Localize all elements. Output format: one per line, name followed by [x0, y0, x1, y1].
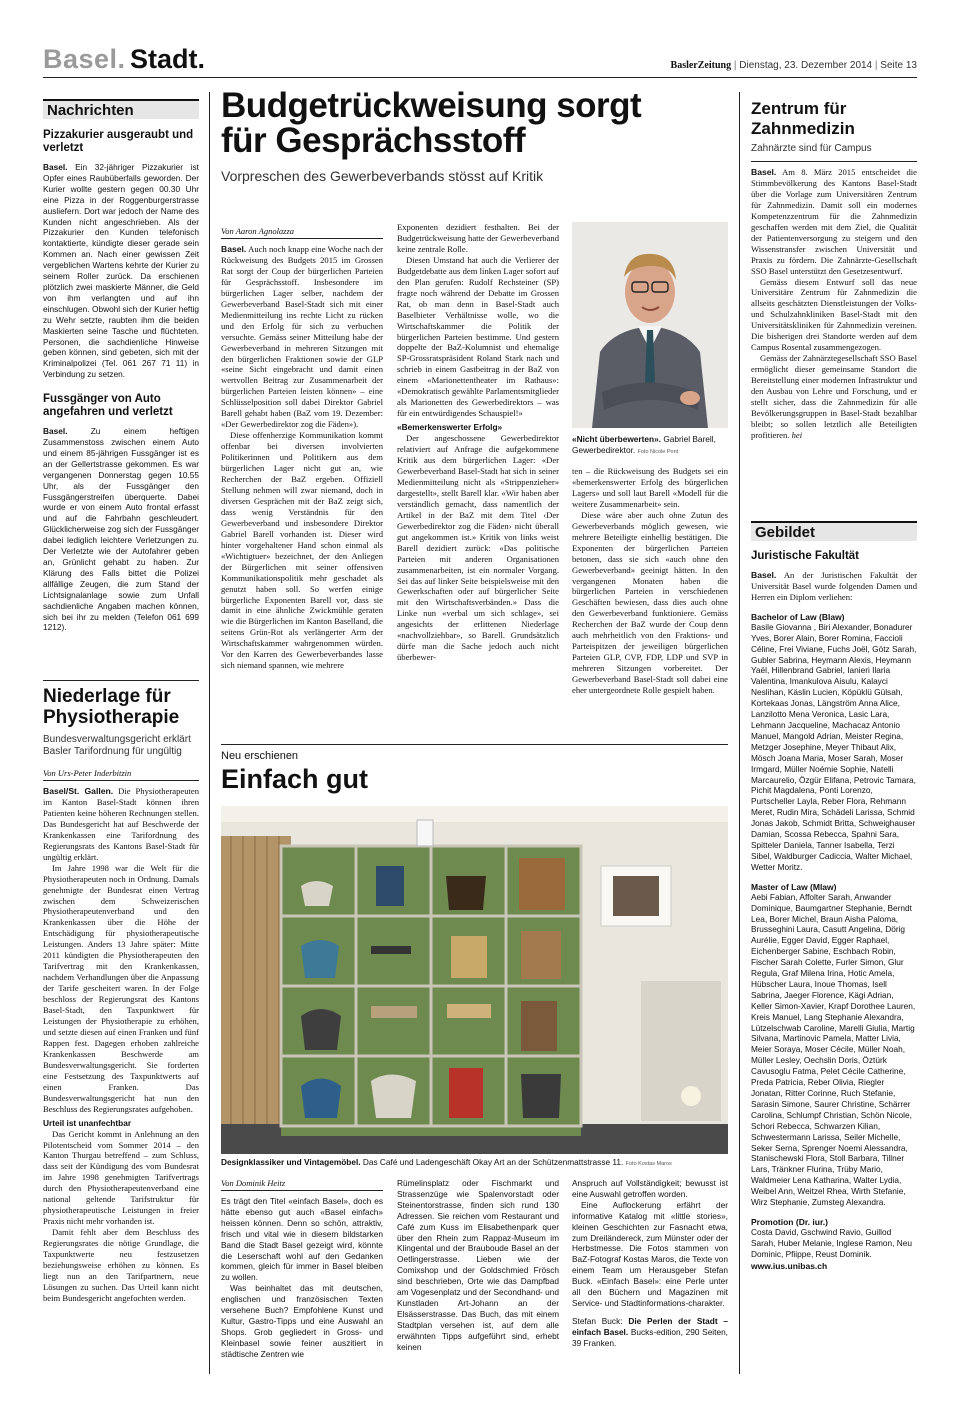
master-title: Master of Law (Mlaw): [751, 881, 837, 892]
section-prefix: Basel.: [43, 44, 126, 74]
physio-subhead: Urteil ist unanfechtbar: [43, 1117, 132, 1128]
lead-subhead: «Bemerkenswerter Erfolg»: [397, 422, 503, 433]
feature-col-2: Rümelinsplatz oder Fischmarkt und Strassenzüge wie Spalenvorstadt oder Steinentorstrasse, finden sich rund 130 Adressen. Sie reichen vom Restaurant und Café zum Kuss im Elisabethenpark quer über den Rhein zum Rappaz-Museum im Klingental und der Brauboude Basel an der Oetlingerstrasse. Lieben wie der Comixshop und der Goldschmied Frösch sind beschrieben, Orte wie das Dampfbad am Vogesenplatz und der Secondhand- und Kunstladen Art-Johann an der Elsässerstrasse. Das Buch, das mit einem Stadtplan versehen ist, auf dem alle erwähnten Tipps aufgeführt sind, erhebt keinen: [397, 1178, 559, 1352]
physio-article: [43, 686, 199, 1304]
feature-col-1: Von Dominik Heitz Es trägt den Titel «einfach Basel», doch es hätte ebenso gut auch «Basel einfach» heissen können. Denn so schön, attraktiv, frisch und vital wie in diesem bildstarken Band die Stadt Basel gezeigt wird, könnte die Leserschaft wohl auf den Gedanken kommen, gleich für immer in Basel bleiben zu wollen. Was beinhaltet das mit deutschen, englischen und französischen Texten versehene Buch? Empfohlene Kunst und Kultur, Gastro-Tipps und eine Auswahl an Shops. Grob gegliedert in Gross- und Kleinbasel sowie feiner auszitiert in städtische Zentren wie: [221, 1178, 383, 1359]
news-item-1-lead: Basel.: [43, 162, 68, 172]
gebildet-box: Gebildet Juristische Fakultät Basel. An der Juristischen Fakultät der Universität Basel wurde folgenden Damen und Herren ein Diplom verliehen: Bachelor of Law (Blaw) Basile Giovanna , Biri Alexander, Bonadurer Yves, Borer Alain, Borer Romina, Faccioli Céline, Frei Viviane, Fuchs Joël, Götz Sarah, Gubler Sabrina, Heymann Alexis, Heymann Yaël, Hillenbrand Gabriel, Ianieri Ilaria Valentina, Imankulova Aisulu, Kalayci Neslihan, Käslin Lucien, Köpüklü Gülsah, Kortekaas Jonas, Längström Anna Alice, Lanzilotto Mena Veronica, Lasic Lara, Lehmann Jacqueline, Machacaz Antonio Manuel, Mangold Adrian, Meister Regina, Metzger Josephine, Meyer Thibaut Alix, Mösch Joana Maria, Moser Sarah, Moser Irmgard, Müller Noémie Sophie, Natelli Marcaurelio, Özgür Elifana, Petrovic Tamara, Pichit Magdalena, Ponti Lorenzo, Purtscheller Layla, Reber Flora, Rehmann Meret, Rudin Mira, Schädeli Larissa, Schmid Jonas Jakob, Schmidt Britta, Schweighauser Damian, Scossa Rebecca, Spahni Sara, Spitteler Daniela, Tanner Isabella, Terzi Sibel, Waldburger Cadiccia, Walter Michael, Wetter Moritz. Master of Law (Mlaw) Aebi Fabian, Affolter Sarah, Anwander Dominique, Baumgartner Stephanie, Berndt Lea, Borer Michel, Braun Aisha Paloma, Brusseghini Laura, Casutt Angelina, Dörig Aurélie, Egger David, Egger Raphael, Eichenberger Sabine, Eschbach Robin, Fischer Sarah Colette, Furler Simon, Glur Regula, Graf Milena Irina, Hotic Amela, Hübscher Laura, Inoue Thomas, Isell Sabrina, Jaeger Florence, Kägi Adrian, Keller Simon-Xavier, Krapf Dorothee Lauren, Kreis Manuel, Lang Stephanie Alexandra, Lützelschwab Caroline, Marelli Giulia, Martig Silvana, Martinovic Pamela, Matter Livia, Meier Soraya, Moser Cécile, Müller Noah, Müller Lesley, Oechslin Doris, Öztürk Cavusoglu Fatma, Pelet Cécile Catherine, Preda Patricia, Reber Olivia, Riegler Jonatan, Ritter Corinne, Ruch Stefanie, Sarasin Simone, Saurer Christine, Schärrer Carolina, Schlumpf Christian, Schön Nicole, Schori Rebecca, Schwarzen Kilian, Schwestermann Larissa, Seiler Michelle, Seker Serna, Sprenger Noemi Alessandra, Stanischewski Flora, Stoll Barbara, Tillner Lars, Tränkner Flurina, Trüby Mario, Waldmeier Lena Katharina, Walter Lydia, Weibel Ann, Weitzel Rhea, Wirth Stefanie, Wirz Stephanie, Zumsteg Alexandra. Promotion (Dr. iur.) Costa David, Gschwind Ravio, Guillod Sarah, Huber Melanie, Inglese Ramon, Neu Dominic, Pfiippe, Reust Dominik. www.ius.unibas.ch: [751, 521, 917, 1271]
promo-title: Promotion (Dr. iur.): [751, 1216, 828, 1227]
physio-lead: Basel/St. Gallen.: [43, 786, 114, 796]
zahn-title: Zentrum für Zahnmedizin: [751, 99, 855, 138]
physio-body: Basel/St. Gallen. Die Physiotherapeuten im Kanton Basel-Stadt können ihren Patienten keine höheren Rechnungen stellen. Das Bundesgericht hat auf Beschwerde der Krankenkassen eine Tarifordnung des Regierungsrats des Kantons Basel-Stadt für ungültig erklärt. Im Jahre 1998 war die Welt für die Physiotherapeuten noch in Ordnung. Damals genehmigte der Bundesrat einen Vertrag zwischen dem Schweizerischen Physiotherapeutenverband und den Krankenkassen über die Höhe der Entschädigung für physiotherapeutische Leistungen. Anders 13 Jahre später: Mitte 2011 kündigten die Physiotherapeuten den Tarifvertrag mit den Krankenkassen, nachdem Verhandlungen über die Anpassung der Tarife gescheitert waren. In der Folge beschloss der Regierungsrat des Kantons Basel-Stadt, den Taxpunktwert für Leistungen der Physiotherapie zu erhöhen, und setzte diesen auf einen Franken und fünf Rappen fest. Dagegen erhoben zahlreiche Krankenkassen Beschwerde am Bundesverwaltungsgericht. Sie forderten eine Festsetzung des Taxpunktwerts auf einen Franken. Das Bundesverwaltungsgericht hat nun den Beschluss des Regierungsrates aufgehoben. Urteil ist unanfechtbar Das Gericht kommt in Anlehnung an den Pilotentscheid vom Sommer 2014 – den Kanton Thurgau betreffend – zum Schluss, dass seit der Kündigung des vom Bundesrat im Jahre 1998 genehmigten Tarifvertrags durch den Physiotherapeutenverband eine national geltende Tarifstruktur für physiotherapeutische Leistungen in freier Praxis nicht mehr vorhanden ist. Damit fehlt aber dem Beschluss des Regierungsrates die nötige Grundlage, die Taxpunktwerte neu festzusetzen beziehungsweise erhöhen zu können. Es liegt nun an den Tarifpartnern, neue Lösungen zu suchen. Das Urteil kann nicht beim Bundesgericht angefochten werden.: [43, 786, 199, 1303]
news-item-2-text: Zu einem heftigen Zusammenstoss zwischen einem Auto und einem 85-jährigen Fussgänger ist es an der Gellertstrasse gekommen. Es war vergangenen Donnerstag gegen 10.55 Uhr, als der Fussgänger den Fussgängerstreifen überquerte. Dabei wurde er von einem Auto frontal erfasst und auf die Fahrbahn geschleudert. Glücklicherweise zog sich der Fussgänger dabei lediglich leichtere Verletzungen zu. Der Verletzte wie der Autofahrer geben an, Grünlicht gehabt zu haben. Zur Klärung des Falls bittet die Polizei allfällige Zeugen, die zum Stand der Lichtsignalanlage sowie zum Unfall sachdienliche Angaben machen können, sich bei ihr zu melden (Telefon 061 699 1212).: [43, 426, 199, 633]
issue-date: Dienstag, 23. Dezember 2014: [739, 60, 873, 71]
portrait-photo: [572, 222, 728, 428]
lead-byline: Von Aaron Agnolazza: [221, 226, 383, 239]
news-box: [43, 99, 199, 633]
news-item-1-body: [43, 162, 199, 380]
lead-dateline: Basel.: [221, 244, 247, 254]
feature-title: Einfach gut: [221, 764, 368, 794]
shop-photo: [221, 806, 728, 1154]
news-item-1-title: Pizzakurier ausgeraubt und verletzt: [43, 129, 194, 154]
news-item-2-lead: Basel.: [43, 426, 68, 437]
lead-col-3: ten – die Rückweisung des Budgets sei ein «bemerkenswerter Erfolg des bürgerlichen Lagers» und soll laut Barell «Modell für die weitere Zusammenarbeit» sein. Diese wäre aber auch ohne Zutun des Gewerbeverbands möglich gewesen, wie mehrere Beteiligte einhellig bestätigen. Die Exponenten der bürgerlichen Parteien betonen, dass sie sich «auch ohne den Gewerbeverband» geeinigt hätten. In den vergangenen Monaten haben die bürgerlichen Parteien in verschiedenen Geschäften bewiesen, dass dies auch ohne den Gewerbeverband funktioniere. Gemäss Recherchen der BaZ wurde der Coup denn auch mehrheitlich von den Fraktions- und Parteispitzen der jeweiligen bürgerlichen Parteien GLP, CVP, FDP, LDP und SVP in mehreren Sitzungen vorbereitet. Der Gewerbeverband Basel-Stadt soll dabei eine eher untergeordnete Rolle gespielt haben.: [572, 466, 728, 696]
page-meta: BaslerZeitung | Dienstag, 23. Dezember 2014 | Seite 13: [670, 60, 917, 71]
lead-col-2: Exponenten dezidiert festhalten. Bei der Budgetrückweisung hatte der Gewerbeverband keine zentrale Rolle. Diesen Umstand hat auch die Verlierer der Budgetdebatte aus dem linken Lager sofort auf den Plan gerufen: Rudolf Rechsteiner (SP) fragte noch während der Debatte im Grossen Rat, ob man denn in Basel-Stadt auch Baselbieter Verhältnisse wolle, wo die Wirtschaftskammer die Politik der bürgerlichen Parteien bestimme. Und gestern doppelte der BaZ-Kolumnist und ehemalige SP-Grossratspräsident Roland Stark nach und schrieb in einem Gastbeitrag in der BaZ von einem «Marionettentheater im Rathaus»: «Demokratisch gewählte Parlamentsmitglieder als Marionetten des Gewerbedirektors – was für ein entwürdigendes Schauspiel!» «Bemerkenswerter Erfolg» Der angeschossene Gewerbedirektor relativiert auf Anfrage die aufgekommene Kritik aus dem bürgerlichen Lager: «Der Gewerbeverband Basel-Stadt hat sich in seiner Medienmitteilung nicht als «Strippenzieher» dargestellt», stellt Barell klar. «Wir haben aber verständlich gemacht, dass namentlich der Artikel in der BaZ mit dem Titel ‹Der Gewerbedirektor zog die Fäden› nicht überall gut angekommen ist.» Kritik von links weist Barell dezidiert zurück: «Das politische Parteien mit anderen Organisationen zusammenarbeiten, ist ein normaler Vorgang. Sei das auf linker Seite beispielsweise mit den Gewerkschaften oder auf bürgerlicher Seite mit den Wirtschaftsverbänden.» Dass die Linke nun «verbal um sich schlage», sei angesichts der erlittenen Niederlage «nachvollziehbar», so Barell. Grundsätzlich dürfe man die Sache jedoch auch nicht überbewer-: [397, 222, 559, 663]
shop-photo-caption: Designklassiker und Vintagemöbel. Das Café und Ladengeschäft Okay Art an der Schützenmattstrasse 11. Foto Kostas Maros: [221, 1157, 672, 1167]
gebildet-title: Juristische Fakultät: [751, 550, 860, 562]
lead-subtitle: Vorpreschen des Gewerbeverbands stösst auf Kritik: [221, 168, 544, 184]
zahn-subtitle: Zahnärzte sind für Campus: [751, 143, 917, 162]
feature-col-3: Anspruch auf Vollständigkeit; bewusst ist eine Auswahl getroffen worden. Eine Auflockerung erfährt der informative Katalog mit «little stories», kleinen Geschichten zur Fasnacht etwa, zum Dreiländereck, zum Münster oder der Herbstmesse. Die Fotos stammen von BaZ-Fotograf Kostas Maros, die Texte von einem Team um Herausgeber Stefan Buck. «Einfach Basel»: eine Perle unter all den Büchern und Magazinen mit Service- und Stadtinformations-charakter. Stefan Buck: Die Perlen der Stadt – einfach Basel. Bucks-edition, 290 Seiten, 39 Franken.: [572, 1178, 729, 1348]
news-item-2-title: Fussgänger von Auto angefahren und verletzt: [43, 393, 173, 419]
masthead-logo: BaslerZeitung: [670, 60, 732, 71]
lead-story: [221, 88, 729, 184]
news-item-2-body: [43, 426, 199, 633]
lead-col-1: Von Aaron Agnolazza Basel. Auch noch knapp eine Woche nach der Rückweisung des Budgets 2015 im Grossen Rat sorgt der Coup der bürgerlichen Parteien für Gesprächsstoff. Insbesondere im bürgerlichen Lager selber, nachdem der Gewerbeverband Basel-Stadt sich mit einer Medienmitteilung ins rechte Licht zu rücken und den Erfolg für sich zu verbuchen versuchte. Gemäss seiner Mitteilung habe der Gewerbeverband in mehreren Sitzungen mit den bürgerlichen Fraktionen sowie der GLP «seine Sicht eingebracht und damit einen wertvollen Beitrag zur Zusammenarbeit der bürgerlichen Parteien leisten können» – eine Schlüsselposition soll dabei Direktor Gabriel Barell gehabt haben (BaZ vom 19. Dezember: «Der Gewerbedirektor zog die Fäden»). Diese offenherzige Kommunikation kommt offenbar bei diversen involvierten Politikerinnen und Politikern aus dem bürgerlichen Lager nicht gut an, wie Recherchen der BaZ ergeben. Offiziell Stellung nehmen will zwar niemand, doch in diversen Gesprächen mit der BaZ zeigt sich, dass wenig Verständnis für den Gewerbeverband und insbesondere Direktor Gabriel Barell vorhanden ist. Dieser wird hinter vorgehaltener Hand schon einmal als «Wichtigtuer» bezeichnet, der den Anliegen der Bürgerlichen mit seiner offensiven Kommunikationspolitik mehr geschadet als genutzt haben soll. So werfen einige bürgerliche Exponenten Barell vor, dass sie damit in eine ähnliche Zwickmühle geraten wie die Bürgerlichen im Kanton Baselland, die seitens Grün-Rot als verlängerter Arm der Wirtschaftskammer wahrgenommen würden. Vor den Karren des Gewerbeverbandes lasse sich niemand spannen, wie mehrere: [221, 226, 383, 671]
nachrichten-heading: Nachrichten: [43, 99, 199, 119]
bachelor-list: Basile Giovanna , Biri Alexander, Bonadurer Yves, Borer Alain, Borer Romina, Faccioli Céline, Frei Viviane, Fuchs Joël, Götz Sarah, Gubler Sabrina, Heymann Alexis, Heymann Yaël, Hillenbrand Gabriel, Ianieri Ilaria Valentina, Imankulova Aisulu, Kalayci Neslihan, Käslin Lucien, Köpüklü Gülsah, Kortekaas Jonas, Längström Anna Alice, Lanzilotto Mena Veronica, Lasic Lara, Lehmann Jacqueline, Machacaz Antonio Manuel, Mangold Adrian, Meister Regina, Metzger Josephine, Meyer Thibaut Alix, Mösch Joana Maria, Moser Sarah, Moser Irmgard, Müller Noémie Sophie, Natelli Marcaurelio, Özgür Elifana, Petrovic Tamara, Pichit Magdalena, Ponti Lorenzo, Purtscheller Layla, Reber Flora, Rehmann Meret, Rudin Mira, Schädeli Larissa, Schmid Jonas Jakob, Schmidt Britta, Schweighauser Damian, Scossa Rebecca, Spahni Sara, Spitteler Daniela, Tanner Isabella, Terzi Sibel, Waldburger Cadiccia, Walter Michael, Wetter Moritz.: [751, 621, 917, 872]
zahn-article: Zentrum für Zahnmedizin Zahnärzte sind für Campus Basel. Am 8. März 2015 entscheidet die Stimmbevölkerung des Kantons Basel-Stadt über die Vorlage zum Universitären Zentrum für Zahnmedizin. Damit soll ein modernes Kompetenzzentrum für die Zahnmedizin geschaffen werden mit dem Ziel, die Qualität der Patientenversorgung zu steigern und den Wissenstransfer zwischen Universität und Praxis zu fördern. Die Zahnärzte-Gesellschaft SSO Basel unterstützt den Gesetzesentwurf. Gemäss diesem Entwurf soll das neue Universitäre Zentrum für Zahnmedizin die allseits geschätzten Dienstleistungen der Volks- und Schulzahnkliniken Basel-Stadt mit den Universitätskliniken für Zahnmedizin vereinen. Die bisherigen drei Standorte werden auf dem Campus Rosental zusammengezogen. Gemäss der Zahnärztegesellschaft SSO Basel ermöglicht dieser gemeinsame Standort die Bereitstellung einer modernen Infrastruktur und den Ausbau von Lehre und Forschung, und er stellt sicher, dass die Zahnmedizin für alle Bevölkerungsgruppen in Basel-Stadt bezahlbar bleibt; so sollen letztlich alle Beteiligten profitieren. hei: [751, 99, 917, 440]
page-number: Seite 13: [880, 60, 917, 71]
news-item-1-text: Ein 32-jähriger Pizzakurier ist Opfer eines Raubüberfalls geworden. Der Kurier wollte gestern gegen 00.30 Uhr eine Pizza in der Roggenburgerstrasse ausliefern. Dort war jedoch der Name des Kunden nicht angeschrieben. Als der Pizzakurier den Kunden telefonisch kontaktierte, kündigte dieser gerade sein Kommen an. Nach einer gewissen Zeit vergeblichen Wartens kehrte der Kurier zu seinem Roller zurück. Da erschienen plötzlich zwei maskierte Männer, die Geld von ihm verlangten und auf ihn einschlugen. Obwohl sich der Kurier heftig zu Wehr setzte, raubten ihm die beiden Maskierten seine Tasche und flüchteten. Personen, die sachdienliche Hinweise geben können, sind gebeten, sich mit der Kriminalpolizei (Tel. 061 267 71 11) in Verbindung zu setzen.: [43, 162, 199, 380]
lead-title: Budgetrückweisung sorgt für Gesprächsstoff: [221, 86, 642, 160]
section-header: [43, 44, 917, 78]
promo-list: Costa David, Gschwind Ravio, Guillod Sarah, Huber Melanie, Inglese Ramon, Neu Dominic, Pfiippe, Reust Dominik.: [751, 1226, 912, 1259]
gebildet-heading: Gebildet: [751, 521, 917, 541]
physio-byline: Von Urs-Peter Inderbitzin: [43, 768, 199, 781]
feature-kicker: Neu erschienen: [221, 750, 299, 762]
physio-title: Niederlage für Physiotherapie: [43, 686, 180, 728]
book-info: Stefan Buck: Die Perlen der Stadt – einfach Basel. Bucks-edition, 290 Seiten, 39 Franken.: [572, 1315, 729, 1348]
master-list: Aebi Fabian, Affolter Sarah, Anwander Dominique, Baumgartner Stephanie, Berndt Lea, Borer Michel, Braun Aisha Paloma, Brusseghini Laura, Casutt Angelina, Dörig Aurélie, Egger David, Egger Raphael, Eichenberger Sabine, Eschbach Robin, Fischer Sarah Colette, Furler Simon, Glur Regula, Graf Milena Irina, Hotic Amela, Hübscher Laura, Inoue Thomas, Isell Sabrina, Jaeger Florence, Kägi Adrian, Keller Simon-Xavier, Krapf Dorothee Lauren, Kreis Manuel, Lang Stephanie Alexandra, Lützelschwab Caroline, Marelli Giulia, Martig Silvana, Martinovic Pamela, Matter Livia, Meier Soraya, Moser Cécile, Müller Noah, Müller Lesley, Oechslin Doris, Öztürk Cavusoglu Fatma, Pelet Cécile Catherine, Preda Patricia, Reber Olivia, Riegler Jonatan, Ritter Corinne, Ruch Stefanie, Sarasin Simone, Saurer Christine, Schärrer Carolina, Schlumpf Christian, Schön Nicole, Schori Rebecca, Schwarzen Kilian, Schwestermann Larissa, Seiler Michelle, Seker Serna, Sprenger Noemi Alessandra, Stanischewski Flora, Stoll Barbara, Tillner Lars, Tränkner Flurina, Trüby Mario, Waldmeier Lena Katharina, Walter Lydia, Weibel Ann, Weitzel Rhea, Wirth Stefanie, Wirz Stephanie, Zumsteg Alexandra.: [751, 891, 916, 1208]
bachelor-title: Bachelor of Law (Blaw): [751, 611, 845, 622]
physio-subtitle: Bundesverwaltungsgericht erklärt Basler Tarifordnung für ungültig: [43, 734, 191, 757]
faculty-url[interactable]: www.ius.unibas.ch: [751, 1260, 828, 1271]
section-name: Stadt.: [130, 44, 206, 74]
feature-byline: Von Dominik Heitz: [221, 1178, 383, 1191]
portrait-caption: «Nicht überbewerten». Gabriel Barell, Gewerbedirektor. Foto Nicole Pont: [572, 434, 716, 455]
